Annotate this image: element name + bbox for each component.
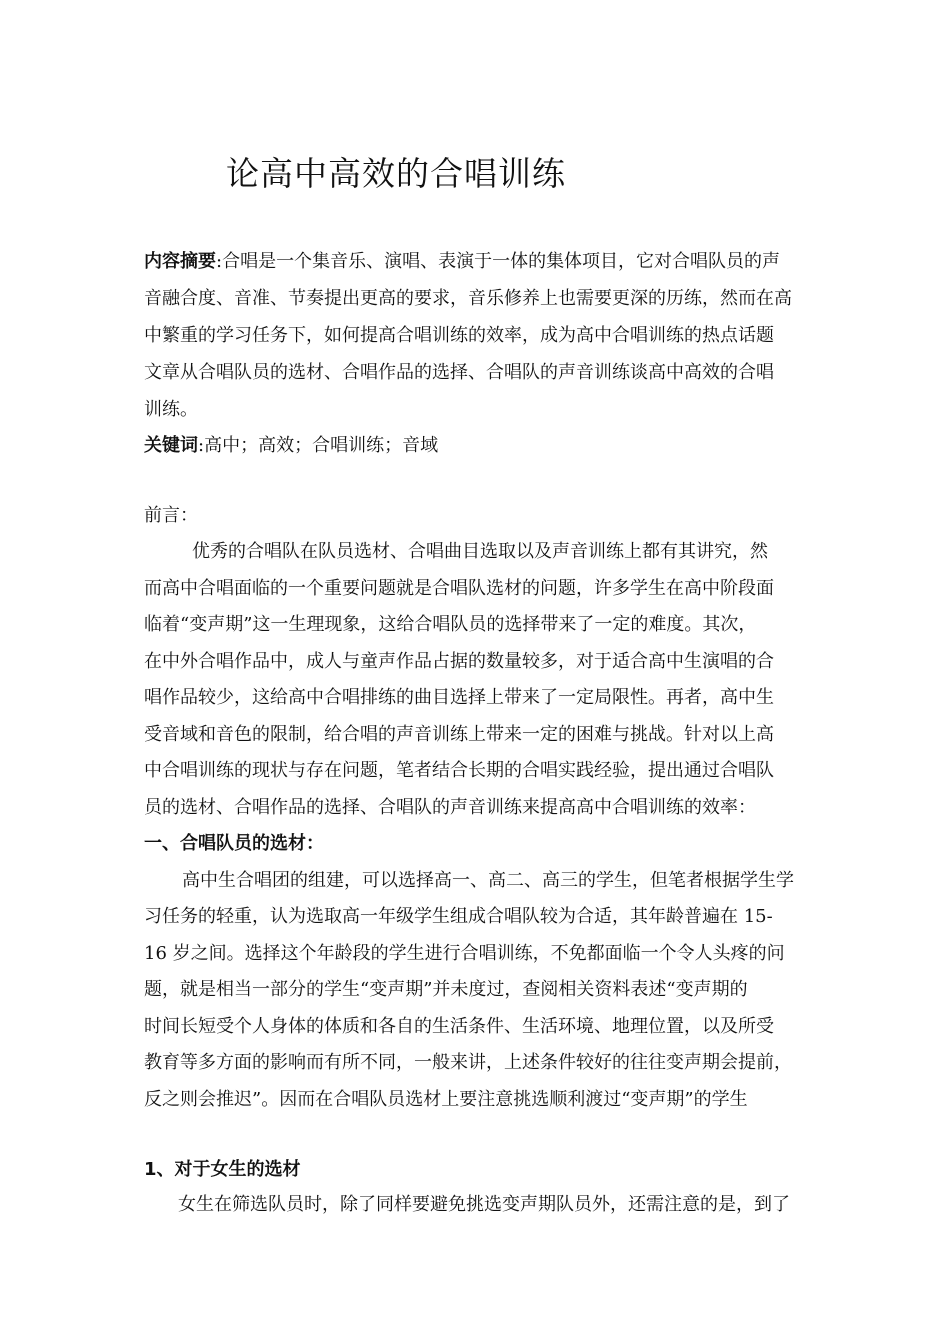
- preface-label: 前言：: [144, 505, 198, 526]
- preface-line-2: 而高中合唱面临的一个重要问题就是合唱队选材的问题，许多学生在高中阶段面: [144, 578, 774, 599]
- section-1-line-3: 16 岁之间。选择这个年龄段的学生进行合唱训练，不免都面临一个令人头疼的问: [144, 943, 785, 964]
- abstract-line-1: [144, 249, 780, 275]
- abstract-label: 内容摘要: [144, 251, 216, 272]
- keywords-label: 关键词: [144, 435, 198, 456]
- keywords-text: :高中；高效；合唱训练；音域: [198, 435, 439, 456]
- preface-line-3: 临着“变声期”这一生理现象，这给合唱队员的选择带来了一定的难度。其次，: [144, 614, 757, 635]
- preface-line-8: 员的选材、合唱作品的选择、合唱队的声音训练来提高高中合唱训练的效率：: [144, 797, 756, 818]
- preface-line-4: 在中外合唱作品中，成人与童声作品占据的数量较多，对于适合高中生演唱的合: [144, 651, 774, 672]
- preface-line-6: 受音域和音色的限制，给合唱的声音训练上带来一定的困难与挑战。针对以上高: [144, 724, 774, 745]
- abstract-line-2: 音融合度、音准、节奏提出更高的要求，音乐修养上也需要更深的历练，然而在高: [144, 288, 792, 309]
- section-1-line-2: 习任务的轻重，认为选取高一年级学生组成合唱队较为合适，其年龄普遍在 15-: [144, 906, 773, 927]
- abstract-text: :合唱是一个集音乐、演唱、表演于一体的集体项目，它对合唱队员的声: [216, 251, 781, 272]
- keywords-line: [144, 433, 438, 459]
- section-1-line-5: 时间长短受个人身体的体质和各自的生活条件、生活环境、地理位置，以及所受: [144, 1016, 774, 1037]
- abstract-line-3: 中繁重的学习任务下，如何提高合唱训练的效率，成为高中合唱训练的热点话题: [144, 325, 774, 346]
- subsection-1-heading: 1、对于女生的选材: [144, 1159, 301, 1180]
- section-1-line-6: 教育等多方面的影响而有所不同，一般来讲，上述条件较好的往往变声期会提前，: [144, 1052, 792, 1073]
- abstract-line-5: 训练。: [144, 399, 198, 420]
- preface-line-7: 中合唱训练的现状与存在问题，笔者结合长期的合唱实践经验，提出通过合唱队: [144, 760, 774, 781]
- abstract-line-4: 文章从合唱队员的选材、合唱作品的选择、合唱队的声音训练谈高中高效的合唱: [144, 362, 774, 383]
- document-title: 论高中高效的合唱训练: [226, 154, 566, 193]
- preface-line-1: 优秀的合唱队在队员选材、合唱曲目选取以及声音训练上都有其讲究，然: [192, 541, 768, 562]
- section-1-line-7: 反之则会推迟”。因而在合唱队员选材上要注意挑选顺利渡过“变声期”的学生: [144, 1089, 748, 1110]
- subsection-1-line-1: 女生在筛选队员时，除了同样要避免挑选变声期队员外，还需注意的是，到了: [178, 1194, 790, 1215]
- section-1-heading: 一、合唱队员的选材：: [144, 833, 324, 854]
- section-1-line-4: 题，就是相当一部分的学生“变声期”并未度过，查阅相关资料表述“变声期的: [144, 979, 748, 1000]
- section-1-line-1: 高中生合唱团的组建，可以选择高一、高二、高三的学生，但笔者根据学生学: [182, 870, 794, 891]
- preface-line-5: 唱作品较少，这给高中合唱排练的曲目选择上带来了一定局限性。再者，高中生: [144, 687, 774, 708]
